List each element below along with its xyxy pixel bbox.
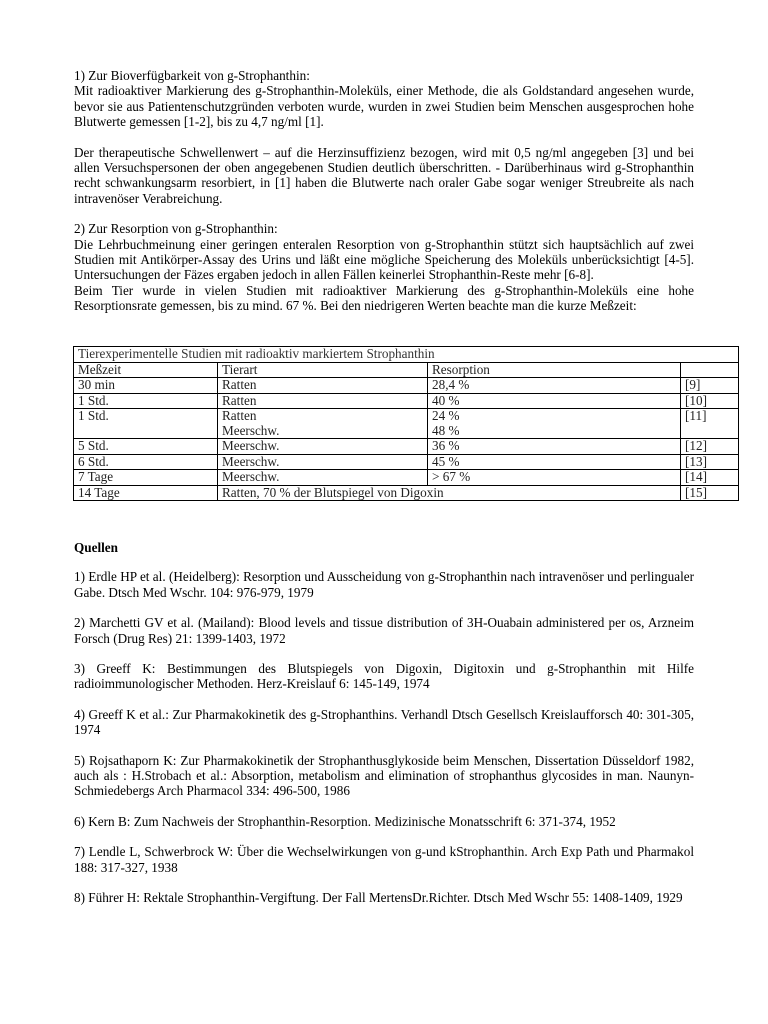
header-resorption: Resorption [428,362,681,378]
cell-ref: [11] [681,409,739,439]
header-time: Meßzeit [74,362,218,378]
table-row [74,409,739,439]
section2-paragraph-1: Die Lehrbuchmeinung einer geringen enteralen Resorption von g-Strophanthin stützt sich hauptsächlich auf zwei Studien mit Antikörper-Assay des Urins und läßt eine mögliche Speicherung des Moleküls unberücksichtigt [4-5]. Untersuchungen der Fäzes ergaben jedoch in allen Fällen keinerlei Strophanthin-Reste mehr [6-8]. [74,236,694,283]
main-text [74,68,694,314]
cell-species-span: Ratten, 70 % der Blutspiegel von Digoxin [218,485,681,501]
cell-time: 1 Std. [74,393,218,409]
table-row [74,393,739,409]
table-row [74,454,739,470]
resorption-table [73,346,739,501]
sources-section [74,540,694,921]
table-header-row [74,362,739,378]
cell-resorption: 28,4 % [428,378,681,394]
cell-species: Ratten [218,378,428,394]
cell-species: Meerschw. [218,470,428,486]
header-ref [681,362,739,378]
reference-item: 4) Greeff K et al.: Zur Pharmakokinetik des g-Strophanthins. Verhandl Dtsch Gesellsch Kreislaufforsch 40: 301-305, 1974 [74,706,694,738]
cell-resorption: 36 % [428,439,681,455]
cell-resorption [428,409,681,439]
cell-ref: [13] [681,454,739,470]
reference-item: 6) Kern B: Zum Nachweis der Strophanthin-Resorption. Medizinische Monatsschrift 6: 371-374, 1952 [74,813,616,829]
cell-time: 14 Tage [74,485,218,501]
cell-resorption: 40 % [428,393,681,409]
reference-item: 8) Führer H: Rektale Strophanthin-Vergiftung. Der Fall MertensDr.Richter. Dtsch Med Wschr 55: 1408-1409, 1929 [74,890,683,906]
section1-paragraph-1: Mit radioaktiver Markierung des g-Strophanthin-Moleküls, einer Methode, die als Goldstandard angesehen wurde, bevor sie aus Patientenschutzgründen verboten wurde, wurden in zwei Studien beim Menschen ausgesprochen hohe Blutwerte gemessen [1-2], bis zu 4,7 ng/ml [1]. [74,83,694,130]
sources-heading: Quellen [74,540,118,555]
table-row [74,470,739,486]
cell-time: 5 Std. [74,439,218,455]
cell-ref: [12] [681,439,739,455]
reference-item: 5) Rojsathaporn K: Zur Pharmakokinetik der Strophanthusglykoside beim Menschen, Dissertation Düsseldorf 1982, auch als : H.Strobach et al.: Absorption, metabolism and elimination of strophanthus glycosides in man. Naunyn-Schmiedebergs Arch Pharmacol 334: 496-500, 1986 [74,752,694,799]
cell-time: 30 min [74,378,218,394]
section1-paragraph-2: Der therapeutische Schwellenwert – auf die Herzinsuffizienz bezogen, wird mit 0,5 ng/ml angegeben [3] und bei allen Versuchspersonen der oben angegebenen Studien deutlich überschritten. - Darüberhinaus wird g-Strophanthin recht schwankungsarm resorbiert, in [1] haben die Blutwerte nach oraler Gabe sogar weniger Streubreite als nach intravenöser Verabreichung. [74,144,694,206]
cell-resorption-line: 48 % [432,422,460,438]
section2-heading: 2) Zur Resorption von g-Strophanthin: [74,221,278,237]
cell-ref: [14] [681,470,739,486]
reference-item: 2) Marchetti GV et al. (Mailand): Blood levels and tissue distribution of 3H-Ouabain administered per os, Arzneim Forsch (Drug Res) 21: 1399-1403, 1972 [74,615,694,646]
section2-paragraph-2: Beim Tier wurde in vielen Studien mit radioaktiver Markierung des g-Strophanthin-Moleküls eine hohe Resorptionsrate gemessen, bis zu mind. 67 %. Bei den niedrigeren Werten beachte man die kurze Meßzeit: [74,282,694,314]
cell-species-line: Ratten [222,408,257,423]
cell-resorption-line: 24 % [432,408,460,423]
cell-species: Meerschw. [218,454,428,470]
table-row [74,439,739,455]
table-row [74,485,739,501]
cell-resorption: 45 % [428,454,681,470]
reference-item: 1) Erdle HP et al. (Heidelberg): Resorption und Ausscheidung von g-Strophanthin nach intravenöser und perlingualer Gabe. Dtsch Med Wschr. 104: 976-979, 1979 [74,569,694,600]
table-title: Tierexperimentelle Studien mit radioaktiv markiertem Strophanthin [74,347,739,363]
cell-resorption: > 67 % [428,470,681,486]
cell-species: Ratten [218,393,428,409]
reference-item: 3) Greeff K: Bestimmungen des Blutspiegels von Digoxin, Digitoxin und g-Strophanthin mit Hilfe radioimmunologischer Methoden. Herz-Kreislauf 6: 145-149, 1974 [74,661,694,692]
cell-time: 6 Std. [74,454,218,470]
table-title-row [74,347,739,363]
header-species: Tierart [218,362,428,378]
cell-time: 1 Std. [74,409,218,439]
table-row [74,378,739,394]
reference-item: 7) Lendle L, Schwerbrock W: Über die Wechselwirkungen von g-und kStrophanthin. Arch Exp Path und Pharmakol 188: 317-327, 1938 [74,844,694,875]
cell-species [218,409,428,439]
section1-heading: 1) Zur Bioverfügbarkeit von g-Strophanthin: [74,68,310,83]
cell-ref: [15] [681,485,739,501]
cell-species-line: Meerschw. [222,422,280,438]
cell-ref: [9] [681,378,739,394]
cell-species: Meerschw. [218,439,428,455]
cell-time: 7 Tage [74,470,218,486]
cell-ref: [10] [681,393,739,409]
